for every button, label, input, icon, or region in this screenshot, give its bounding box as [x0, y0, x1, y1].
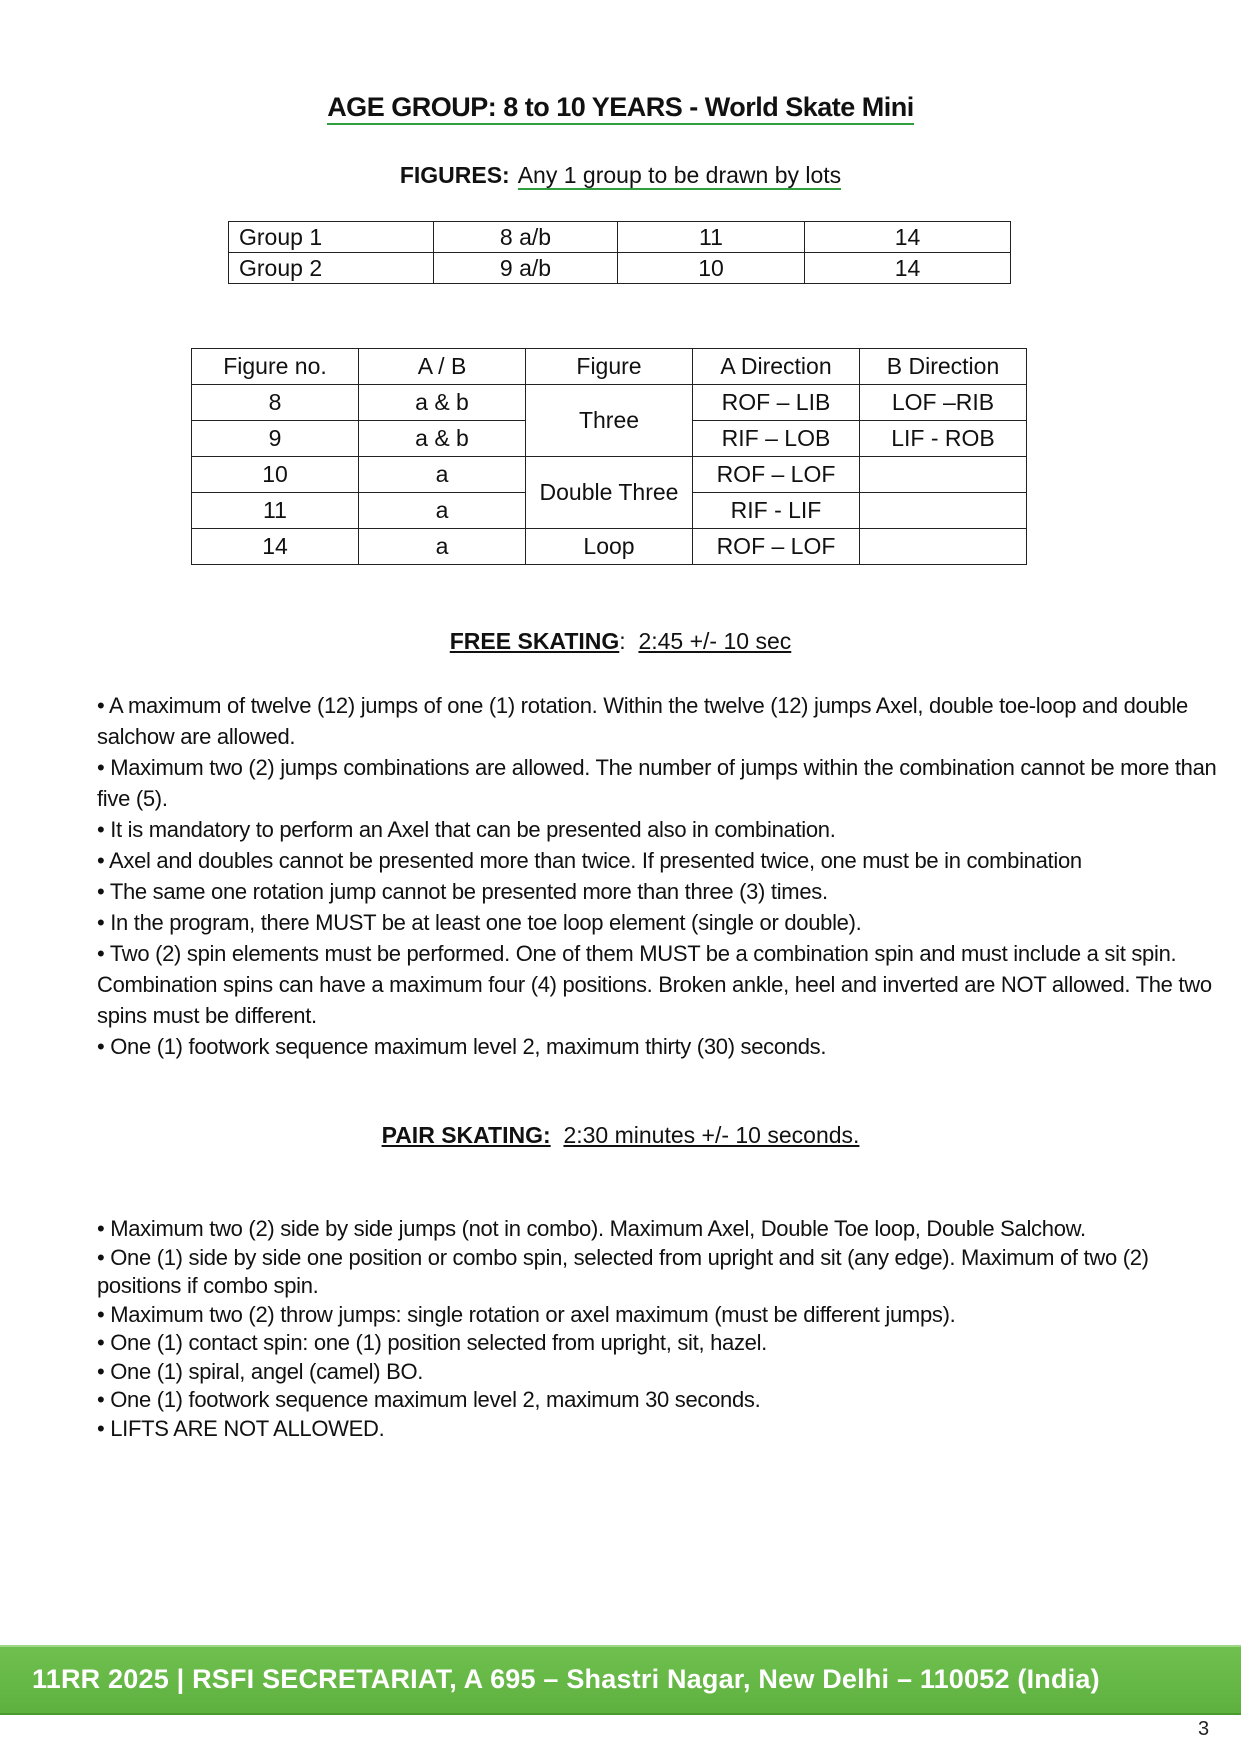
list-item: • A maximum of twelve (12) jumps of one (1) rotation. Within the twelve (12) jumps Axel, double toe-loop and double salchow are allowed.	[97, 693, 1188, 749]
list-item: • One (1) footwork sequence maximum level 2, maximum 30 seconds.	[97, 1387, 761, 1412]
list-item: • One (1) spiral, angel (camel) BO.	[97, 1358, 424, 1384]
table-cell: 9	[192, 421, 359, 457]
footer-text: 11RR 2025 | RSFI SECRETARIAT, A 695 – Shastri Nagar, New Delhi – 110052 (India)	[32, 1664, 1100, 1694]
figures-table	[191, 348, 1027, 565]
table-cell: ROF – LIB	[693, 385, 860, 421]
spacer	[551, 1122, 564, 1148]
table-cell: 14	[805, 253, 1011, 284]
table-cell: RIF – LOB	[693, 421, 860, 457]
pair-skating-rules	[97, 1215, 1217, 1443]
table-cell: 14	[805, 222, 1011, 253]
list-item: • It is mandatory to perform an Axel that can be presented also in combination.	[97, 817, 836, 842]
table-cell: a	[359, 493, 526, 529]
table-cell: LIF - ROB	[860, 421, 1027, 457]
pair-skating-heading	[0, 1122, 1241, 1149]
table-cell: ROF – LOF	[693, 457, 860, 493]
table-cell: ROF – LOF	[693, 529, 860, 565]
table-cell: Group 1	[229, 222, 434, 253]
figures-line	[0, 162, 1241, 189]
list-item: • Maximum two (2) jumps combinations are allowed. The number of jumps within the combination cannot be more than five (5).	[97, 755, 1217, 811]
figures-label: FIGURES:	[399, 162, 510, 188]
page-title	[0, 92, 1241, 123]
list-item: • The same one rotation jump cannot be presented more than three (3) times.	[97, 879, 828, 904]
list-item: • One (1) side by side one position or combo spin, selected from upright and sit (any edge). Maximum of two (2) positions if combo spin.	[97, 1244, 1149, 1298]
list-item: • Maximum two (2) side by side jumps (not in combo). Maximum Axel, Double Toe loop, Double Salchow.	[97, 1216, 1086, 1241]
table-row	[192, 457, 1027, 493]
table-cell: a & b	[359, 385, 526, 421]
table-cell: RIF - LIF	[693, 493, 860, 529]
list-item: • One (1) footwork sequence maximum level 2, maximum thirty (30) seconds.	[97, 1034, 827, 1059]
figures-value: Any 1 group to be drawn by lots	[517, 162, 842, 188]
table-row	[192, 385, 1027, 421]
table-cell	[860, 493, 1027, 529]
list-item: • Axel and doubles cannot be presented more than twice. If presented twice, one must be in combination	[97, 848, 1082, 873]
table-cell: 14	[192, 529, 359, 565]
table-row	[192, 529, 1027, 565]
table-cell: a	[359, 457, 526, 493]
colon: :	[619, 628, 639, 654]
list-item: • LIFTS ARE NOT ALLOWED.	[97, 1415, 385, 1441]
title-text: AGE GROUP: 8 to 10 YEARS - World Skate Mini	[327, 92, 914, 125]
table-cell: Double Three	[526, 457, 693, 529]
column-header: Figure no.	[192, 349, 359, 385]
table-cell: LOF –RIB	[860, 385, 1027, 421]
pair-skating-value: 2:30 minutes +/- 10 seconds.	[563, 1122, 860, 1148]
table-cell	[860, 457, 1027, 493]
table-cell: 11	[618, 222, 805, 253]
column-header: Figure	[526, 349, 693, 385]
table-cell: 9 a/b	[434, 253, 618, 284]
free-skating-heading	[0, 628, 1241, 655]
table-cell: Three	[526, 385, 693, 457]
column-header: A Direction	[693, 349, 860, 385]
table-cell: a	[359, 529, 526, 565]
column-header: B Direction	[860, 349, 1027, 385]
page-number: 3	[1198, 1718, 1210, 1740]
table-cell	[860, 529, 1027, 565]
list-item: • One (1) contact spin: one (1) position selected from upright, sit, hazel.	[97, 1330, 767, 1355]
table-cell: 8 a/b	[434, 222, 618, 253]
table-cell: a & b	[359, 421, 526, 457]
table-cell: Loop	[526, 529, 693, 565]
table-cell: Group 2	[229, 253, 434, 284]
table-cell: 10	[192, 457, 359, 493]
table-cell: 8	[192, 385, 359, 421]
table-row	[229, 222, 1011, 253]
table-cell: 11	[192, 493, 359, 529]
free-skating-rules	[97, 690, 1217, 1062]
list-item: • Two (2) spin elements must be performed. One of them MUST be a combination spin and must include a sit spin. Combination spins can have a maximum four (4) positions. Broken ankle, heel and inverted are NOT allowed. The two spins must be different.	[97, 941, 1212, 1028]
pair-skating-label: PAIR SKATING:	[381, 1122, 551, 1148]
footer-banner	[0, 1645, 1241, 1715]
list-item: • Maximum two (2) throw jumps: single rotation or axel maximum (must be different jumps).	[97, 1301, 956, 1327]
list-item: • In the program, there MUST be at least one toe loop element (single or double).	[97, 910, 862, 935]
table-row	[229, 253, 1011, 284]
free-skating-value: 2:45 +/- 10 sec	[638, 628, 792, 654]
groups-table	[228, 221, 1011, 284]
table-header-row	[192, 349, 1027, 385]
table-cell: 10	[618, 253, 805, 284]
free-skating-label: FREE SKATING	[449, 628, 620, 654]
column-header: A / B	[359, 349, 526, 385]
